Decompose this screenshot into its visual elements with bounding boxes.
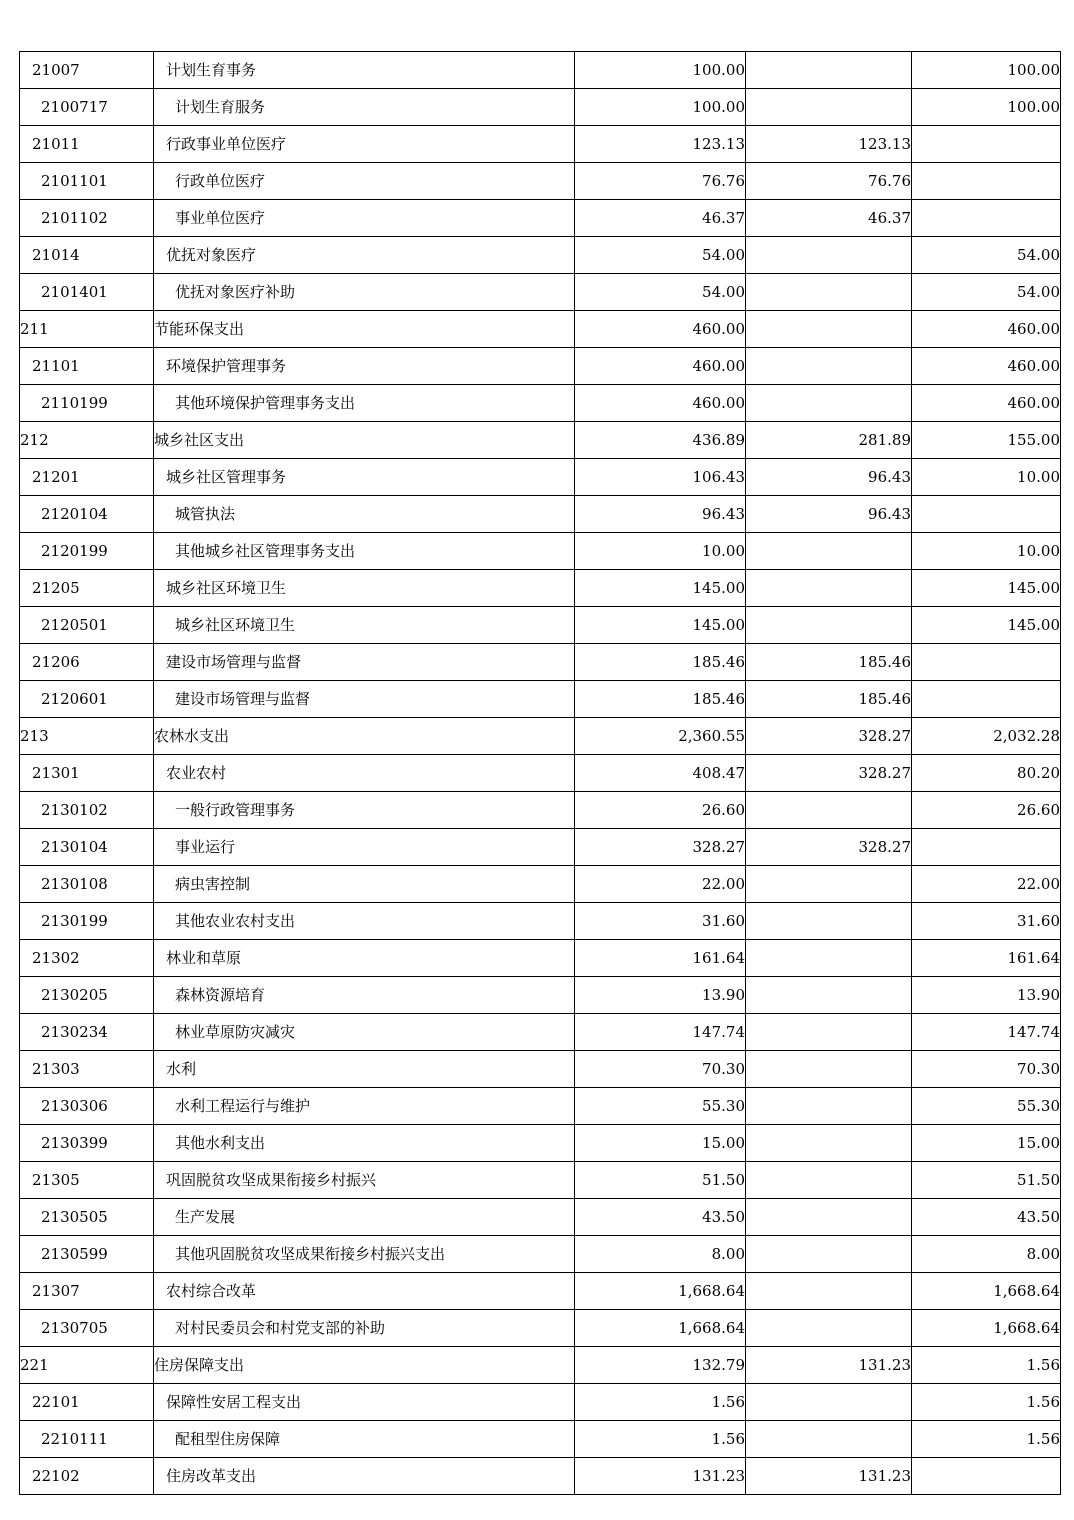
table-row — [20, 200, 1061, 237]
cell-total: 8.00 — [575, 1236, 746, 1273]
table-row — [20, 52, 1061, 89]
table-row — [20, 1236, 1061, 1273]
cell-basic: 131.23 — [746, 1347, 912, 1384]
cell-project: 22.00 — [912, 866, 1061, 903]
cell-project — [912, 163, 1061, 200]
cell-total: 1,668.64 — [575, 1273, 746, 1310]
table-row — [20, 792, 1061, 829]
cell-total: 161.64 — [575, 940, 746, 977]
cell-total: 70.30 — [575, 1051, 746, 1088]
cell-basic — [746, 977, 912, 1014]
cell-code: 211 — [20, 311, 154, 348]
cell-total: 54.00 — [575, 274, 746, 311]
cell-total: 96.43 — [575, 496, 746, 533]
table-row — [20, 940, 1061, 977]
cell-project: 147.74 — [912, 1014, 1061, 1051]
cell-code: 2130234 — [20, 1014, 154, 1051]
budget-table — [19, 51, 1061, 1495]
cell-total: 1.56 — [575, 1384, 746, 1421]
cell-code: 22102 — [20, 1458, 154, 1495]
cell-project: 145.00 — [912, 570, 1061, 607]
cell-name: 环境保护管理事务 — [154, 348, 575, 385]
cell-total: 1.56 — [575, 1421, 746, 1458]
table-row — [20, 607, 1061, 644]
cell-code: 21011 — [20, 126, 154, 163]
cell-name: 建设市场管理与监督 — [154, 644, 575, 681]
table-row — [20, 126, 1061, 163]
cell-project: 100.00 — [912, 52, 1061, 89]
cell-project: 26.60 — [912, 792, 1061, 829]
cell-name: 行政事业单位医疗 — [154, 126, 575, 163]
cell-name: 优抚对象医疗补助 — [154, 274, 575, 311]
cell-name: 水利工程运行与维护 — [154, 1088, 575, 1125]
cell-project: 80.20 — [912, 755, 1061, 792]
cell-basic: 131.23 — [746, 1458, 912, 1495]
cell-total: 123.13 — [575, 126, 746, 163]
cell-project: 15.00 — [912, 1125, 1061, 1162]
cell-name: 计划生育事务 — [154, 52, 575, 89]
cell-total: 185.46 — [575, 681, 746, 718]
cell-name: 病虫害控制 — [154, 866, 575, 903]
cell-code: 213 — [20, 718, 154, 755]
cell-basic: 281.89 — [746, 422, 912, 459]
cell-project: 155.00 — [912, 422, 1061, 459]
cell-total: 13.90 — [575, 977, 746, 1014]
table-row — [20, 977, 1061, 1014]
cell-basic: 46.37 — [746, 200, 912, 237]
table-row — [20, 1051, 1061, 1088]
table-row — [20, 1458, 1061, 1495]
cell-code: 2130199 — [20, 903, 154, 940]
cell-name: 水利 — [154, 1051, 575, 1088]
cell-basic — [746, 1310, 912, 1347]
table-row — [20, 1421, 1061, 1458]
cell-total: 15.00 — [575, 1125, 746, 1162]
cell-basic — [746, 1088, 912, 1125]
cell-project: 1,668.64 — [912, 1273, 1061, 1310]
cell-total: 26.60 — [575, 792, 746, 829]
cell-basic: 76.76 — [746, 163, 912, 200]
cell-basic: 185.46 — [746, 681, 912, 718]
cell-basic: 123.13 — [746, 126, 912, 163]
cell-total: 51.50 — [575, 1162, 746, 1199]
cell-project: 10.00 — [912, 533, 1061, 570]
cell-name: 事业单位医疗 — [154, 200, 575, 237]
cell-code: 21201 — [20, 459, 154, 496]
cell-project: 1.56 — [912, 1347, 1061, 1384]
cell-basic: 185.46 — [746, 644, 912, 681]
cell-project: 1.56 — [912, 1384, 1061, 1421]
cell-name: 农业农村 — [154, 755, 575, 792]
cell-total: 31.60 — [575, 903, 746, 940]
cell-project — [912, 829, 1061, 866]
cell-code: 2130705 — [20, 1310, 154, 1347]
cell-total: 460.00 — [575, 348, 746, 385]
table-body — [20, 52, 1061, 1495]
table-row — [20, 533, 1061, 570]
cell-name: 配租型住房保障 — [154, 1421, 575, 1458]
table-row — [20, 570, 1061, 607]
table-row — [20, 1125, 1061, 1162]
table-row — [20, 422, 1061, 459]
cell-code: 21307 — [20, 1273, 154, 1310]
cell-code: 2130306 — [20, 1088, 154, 1125]
cell-project: 2,032.28 — [912, 718, 1061, 755]
cell-code: 21206 — [20, 644, 154, 681]
cell-basic — [746, 940, 912, 977]
cell-name: 森林资源培育 — [154, 977, 575, 1014]
cell-name: 其他城乡社区管理事务支出 — [154, 533, 575, 570]
cell-project: 1,668.64 — [912, 1310, 1061, 1347]
cell-project: 43.50 — [912, 1199, 1061, 1236]
cell-total: 1,668.64 — [575, 1310, 746, 1347]
cell-basic: 96.43 — [746, 496, 912, 533]
cell-project: 161.64 — [912, 940, 1061, 977]
table-row — [20, 1162, 1061, 1199]
cell-basic: 96.43 — [746, 459, 912, 496]
cell-name: 农林水支出 — [154, 718, 575, 755]
cell-basic — [746, 866, 912, 903]
table-row — [20, 163, 1061, 200]
cell-total: 460.00 — [575, 311, 746, 348]
cell-total: 76.76 — [575, 163, 746, 200]
cell-code: 2130599 — [20, 1236, 154, 1273]
table-row — [20, 311, 1061, 348]
cell-code: 22101 — [20, 1384, 154, 1421]
cell-code: 2100717 — [20, 89, 154, 126]
cell-total: 436.89 — [575, 422, 746, 459]
cell-total: 185.46 — [575, 644, 746, 681]
cell-basic — [746, 903, 912, 940]
table-row — [20, 681, 1061, 718]
cell-code: 2210111 — [20, 1421, 154, 1458]
cell-basic — [746, 274, 912, 311]
cell-basic — [746, 570, 912, 607]
cell-project: 55.30 — [912, 1088, 1061, 1125]
cell-basic — [746, 607, 912, 644]
cell-project — [912, 126, 1061, 163]
cell-project: 31.60 — [912, 903, 1061, 940]
cell-code: 2120601 — [20, 681, 154, 718]
table-row — [20, 274, 1061, 311]
cell-basic — [746, 1273, 912, 1310]
cell-project — [912, 644, 1061, 681]
cell-name: 住房保障支出 — [154, 1347, 575, 1384]
cell-project: 54.00 — [912, 237, 1061, 274]
cell-code: 21101 — [20, 348, 154, 385]
cell-name: 保障性安居工程支出 — [154, 1384, 575, 1421]
cell-name: 建设市场管理与监督 — [154, 681, 575, 718]
cell-project: 70.30 — [912, 1051, 1061, 1088]
cell-project: 460.00 — [912, 385, 1061, 422]
cell-code: 221 — [20, 1347, 154, 1384]
table-row — [20, 755, 1061, 792]
cell-total: 132.79 — [575, 1347, 746, 1384]
cell-name: 事业运行 — [154, 829, 575, 866]
table-row — [20, 829, 1061, 866]
cell-name: 巩固脱贫攻坚成果衔接乡村振兴 — [154, 1162, 575, 1199]
cell-total: 54.00 — [575, 237, 746, 274]
table-row — [20, 644, 1061, 681]
cell-code: 21007 — [20, 52, 154, 89]
table-row — [20, 385, 1061, 422]
cell-basic — [746, 385, 912, 422]
cell-name: 其他环境保护管理事务支出 — [154, 385, 575, 422]
cell-project: 100.00 — [912, 89, 1061, 126]
cell-basic — [746, 311, 912, 348]
cell-basic — [746, 1199, 912, 1236]
cell-code: 2120199 — [20, 533, 154, 570]
cell-basic — [746, 1125, 912, 1162]
cell-code: 2130108 — [20, 866, 154, 903]
cell-project: 460.00 — [912, 311, 1061, 348]
cell-basic — [746, 792, 912, 829]
cell-name: 城乡社区支出 — [154, 422, 575, 459]
cell-project — [912, 681, 1061, 718]
cell-name: 其他农业农村支出 — [154, 903, 575, 940]
cell-code: 2130399 — [20, 1125, 154, 1162]
cell-project: 51.50 — [912, 1162, 1061, 1199]
cell-code: 21302 — [20, 940, 154, 977]
cell-project: 54.00 — [912, 274, 1061, 311]
table-row — [20, 496, 1061, 533]
cell-name: 节能环保支出 — [154, 311, 575, 348]
table-row — [20, 1310, 1061, 1347]
cell-code: 2130104 — [20, 829, 154, 866]
table-row — [20, 718, 1061, 755]
cell-total: 100.00 — [575, 52, 746, 89]
table-row — [20, 1088, 1061, 1125]
cell-code: 21305 — [20, 1162, 154, 1199]
cell-basic: 328.27 — [746, 755, 912, 792]
cell-name: 住房改革支出 — [154, 1458, 575, 1495]
cell-code: 2110199 — [20, 385, 154, 422]
cell-project: 1.56 — [912, 1421, 1061, 1458]
cell-code: 21301 — [20, 755, 154, 792]
cell-name: 生产发展 — [154, 1199, 575, 1236]
cell-name: 农村综合改革 — [154, 1273, 575, 1310]
cell-code: 2101102 — [20, 200, 154, 237]
cell-total: 408.47 — [575, 755, 746, 792]
cell-total: 147.74 — [575, 1014, 746, 1051]
table-row — [20, 237, 1061, 274]
cell-total: 145.00 — [575, 607, 746, 644]
cell-code: 2120501 — [20, 607, 154, 644]
cell-code: 2101101 — [20, 163, 154, 200]
table-row — [20, 903, 1061, 940]
cell-project — [912, 496, 1061, 533]
cell-basic — [746, 1384, 912, 1421]
cell-project: 10.00 — [912, 459, 1061, 496]
cell-total: 46.37 — [575, 200, 746, 237]
table-row — [20, 866, 1061, 903]
cell-total: 55.30 — [575, 1088, 746, 1125]
cell-code: 2130102 — [20, 792, 154, 829]
table-row — [20, 1347, 1061, 1384]
cell-basic — [746, 348, 912, 385]
cell-name: 其他巩固脱贫攻坚成果衔接乡村振兴支出 — [154, 1236, 575, 1273]
cell-total: 100.00 — [575, 89, 746, 126]
cell-name: 对村民委员会和村党支部的补助 — [154, 1310, 575, 1347]
table-row — [20, 1384, 1061, 1421]
cell-code: 2130505 — [20, 1199, 154, 1236]
cell-total: 145.00 — [575, 570, 746, 607]
cell-project: 145.00 — [912, 607, 1061, 644]
cell-total: 22.00 — [575, 866, 746, 903]
cell-code: 2130205 — [20, 977, 154, 1014]
cell-basic — [746, 1421, 912, 1458]
cell-name: 一般行政管理事务 — [154, 792, 575, 829]
cell-name: 其他水利支出 — [154, 1125, 575, 1162]
cell-name: 城乡社区环境卫生 — [154, 570, 575, 607]
cell-code: 2101401 — [20, 274, 154, 311]
table-row — [20, 89, 1061, 126]
cell-basic: 328.27 — [746, 829, 912, 866]
cell-total: 460.00 — [575, 385, 746, 422]
cell-name: 行政单位医疗 — [154, 163, 575, 200]
cell-total: 43.50 — [575, 1199, 746, 1236]
cell-project: 8.00 — [912, 1236, 1061, 1273]
cell-code: 2120104 — [20, 496, 154, 533]
cell-project — [912, 1458, 1061, 1495]
cell-basic — [746, 237, 912, 274]
cell-basic — [746, 52, 912, 89]
cell-code: 21014 — [20, 237, 154, 274]
cell-total: 328.27 — [575, 829, 746, 866]
cell-code: 212 — [20, 422, 154, 459]
cell-basic — [746, 89, 912, 126]
cell-basic: 328.27 — [746, 718, 912, 755]
table-row — [20, 1014, 1061, 1051]
cell-name: 林业草原防灾减灾 — [154, 1014, 575, 1051]
cell-total: 131.23 — [575, 1458, 746, 1495]
cell-name: 城乡社区管理事务 — [154, 459, 575, 496]
cell-name: 城乡社区环境卫生 — [154, 607, 575, 644]
cell-basic — [746, 1236, 912, 1273]
cell-total: 10.00 — [575, 533, 746, 570]
cell-name: 优抚对象医疗 — [154, 237, 575, 274]
cell-basic — [746, 1014, 912, 1051]
table-row — [20, 1199, 1061, 1236]
cell-name: 城管执法 — [154, 496, 575, 533]
cell-code: 21303 — [20, 1051, 154, 1088]
table-row — [20, 459, 1061, 496]
cell-project — [912, 200, 1061, 237]
cell-project: 460.00 — [912, 348, 1061, 385]
cell-code: 21205 — [20, 570, 154, 607]
table-row — [20, 348, 1061, 385]
cell-total: 106.43 — [575, 459, 746, 496]
cell-basic — [746, 1162, 912, 1199]
cell-name: 计划生育服务 — [154, 89, 575, 126]
cell-basic — [746, 1051, 912, 1088]
cell-basic — [746, 533, 912, 570]
cell-project: 13.90 — [912, 977, 1061, 1014]
cell-total: 2,360.55 — [575, 718, 746, 755]
cell-name: 林业和草原 — [154, 940, 575, 977]
table-row — [20, 1273, 1061, 1310]
